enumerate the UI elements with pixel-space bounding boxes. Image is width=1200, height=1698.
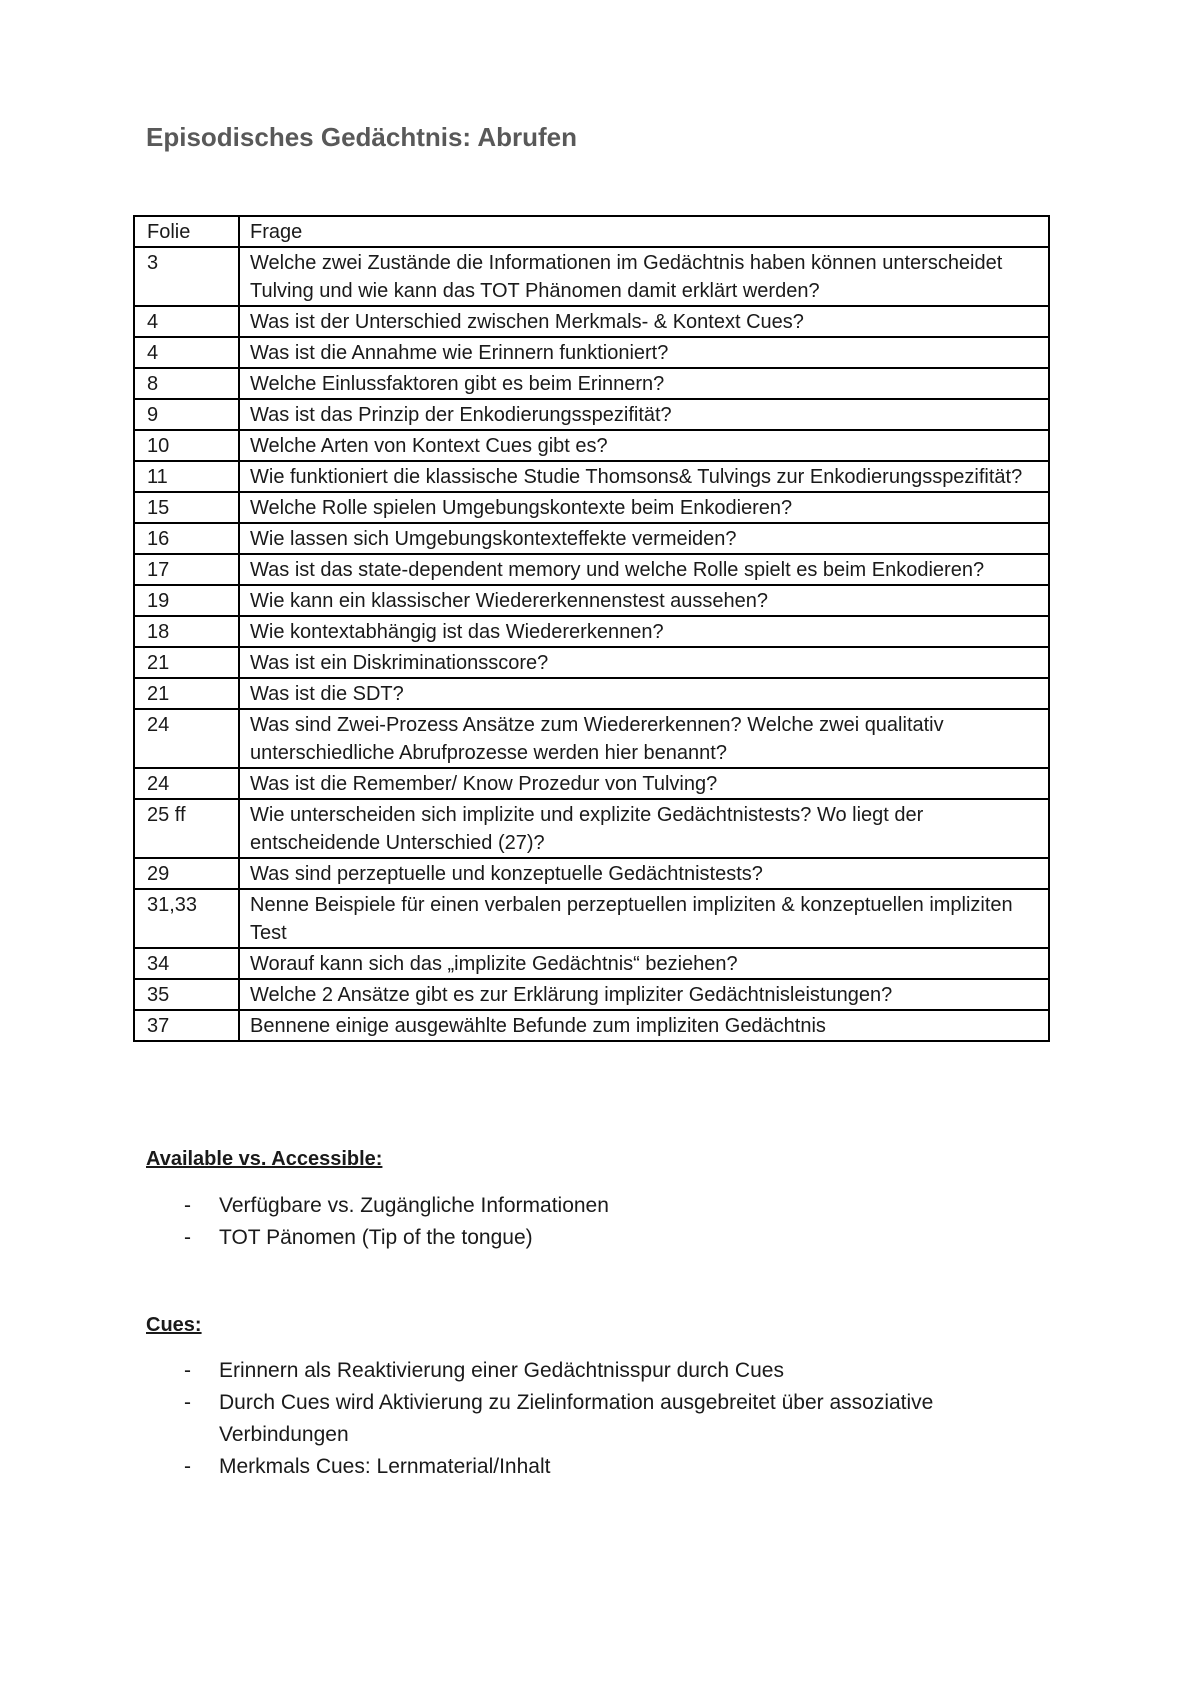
bullet-dash: - bbox=[184, 1194, 191, 1217]
list-item bbox=[146, 1190, 1026, 1222]
list-item-text: Verfügbare vs. Zugängliche Informationen bbox=[219, 1194, 609, 1217]
cell-frage: Was ist die Remember/ Know Prozedur von Tulving? bbox=[239, 768, 1049, 799]
list-item bbox=[146, 1451, 1026, 1483]
header-frage: Frage bbox=[239, 216, 1049, 247]
cell-frage: Welche Arten von Kontext Cues gibt es? bbox=[239, 430, 1049, 461]
cell-frage: Wie kann ein klassischer Wiedererkennenstest aussehen? bbox=[239, 585, 1049, 616]
table-row bbox=[134, 768, 1049, 799]
cell-folie: 16 bbox=[134, 523, 239, 554]
list-item bbox=[146, 1355, 1026, 1387]
available-list bbox=[146, 1190, 1026, 1254]
table-row bbox=[134, 554, 1049, 585]
list-item bbox=[146, 1222, 1026, 1254]
cell-frage: Was ist ein Diskriminationsscore? bbox=[239, 647, 1049, 678]
cell-folie: 21 bbox=[134, 647, 239, 678]
cell-folie: 9 bbox=[134, 399, 239, 430]
cell-frage: Was ist der Unterschied zwischen Merkmals- & Kontext Cues? bbox=[239, 306, 1049, 337]
cell-frage: Was ist die SDT? bbox=[239, 678, 1049, 709]
question-table bbox=[133, 215, 1050, 1042]
bullet-dash: - bbox=[184, 1391, 191, 1414]
cell-frage: Was sind Zwei-Prozess Ansätze zum Wiedererkennen? Welche zwei qualitativ unterschiedliche Abrufprozesse werden hier benannt? bbox=[239, 709, 1049, 768]
table-row bbox=[134, 399, 1049, 430]
table-row bbox=[134, 492, 1049, 523]
cell-folie: 10 bbox=[134, 430, 239, 461]
cell-folie: 34 bbox=[134, 948, 239, 979]
list-item-text: Erinnern als Reaktivierung einer Gedächtnisspur durch Cues bbox=[219, 1359, 784, 1382]
cell-folie: 31,33 bbox=[134, 889, 239, 948]
cues-list bbox=[146, 1355, 1026, 1483]
cell-folie: 21 bbox=[134, 678, 239, 709]
cell-folie: 24 bbox=[134, 709, 239, 768]
cell-frage: Wie kontextabhängig ist das Wiedererkennen? bbox=[239, 616, 1049, 647]
cell-folie: 15 bbox=[134, 492, 239, 523]
page-title: Episodisches Gedächtnis: Abrufen bbox=[146, 122, 578, 152]
cell-frage: Was ist das state-dependent memory und welche Rolle spielt es beim Enkodieren? bbox=[239, 554, 1049, 585]
table-row bbox=[134, 306, 1049, 337]
cell-folie: 8 bbox=[134, 368, 239, 399]
cell-folie: 35 bbox=[134, 979, 239, 1010]
table-row bbox=[134, 799, 1049, 858]
header-folie: Folie bbox=[134, 216, 239, 247]
bullet-dash: - bbox=[184, 1359, 191, 1382]
cell-frage: Was sind perzeptuelle und konzeptuelle Gedächtnistests? bbox=[239, 858, 1049, 889]
table-row bbox=[134, 889, 1049, 948]
table-row bbox=[134, 647, 1049, 678]
table-row bbox=[134, 709, 1049, 768]
table-row bbox=[134, 979, 1049, 1010]
cell-frage: Welche Einlussfaktoren gibt es beim Erinnern? bbox=[239, 368, 1049, 399]
cell-folie: 18 bbox=[134, 616, 239, 647]
table-row bbox=[134, 337, 1049, 368]
cell-folie: 3 bbox=[134, 247, 239, 306]
cell-frage: Nenne Beispiele für einen verbalen perzeptuellen impliziten & konzeptuellen impliziten Test bbox=[239, 889, 1049, 948]
cell-folie: 17 bbox=[134, 554, 239, 585]
table-row bbox=[134, 461, 1049, 492]
cell-frage: Welche zwei Zustände die Informationen im Gedächtnis haben können unterscheidet Tulving und wie kann das TOT Phänomen damit erklärt werden? bbox=[239, 247, 1049, 306]
cell-folie: 11 bbox=[134, 461, 239, 492]
cell-folie: 19 bbox=[134, 585, 239, 616]
list-item-text: Durch Cues wird Aktivierung zu Zielinformation ausgebreitet über assoziative Verbindungen bbox=[219, 1391, 934, 1446]
section-heading-cues: Cues: bbox=[146, 1314, 202, 1336]
table-row bbox=[134, 948, 1049, 979]
table-row bbox=[134, 585, 1049, 616]
list-item bbox=[146, 1387, 1026, 1451]
cell-frage: Wie lassen sich Umgebungskontexteffekte vermeiden? bbox=[239, 523, 1049, 554]
bullet-dash: - bbox=[184, 1226, 191, 1249]
table-row bbox=[134, 616, 1049, 647]
table-row bbox=[134, 1010, 1049, 1041]
list-item-text: TOT Pänomen (Tip of the tongue) bbox=[219, 1226, 533, 1249]
bullet-dash: - bbox=[184, 1455, 191, 1478]
cell-frage: Welche Rolle spielen Umgebungskontexte beim Enkodieren? bbox=[239, 492, 1049, 523]
cell-folie: 29 bbox=[134, 858, 239, 889]
table-row bbox=[134, 368, 1049, 399]
list-item-text: Merkmals Cues: Lernmaterial/Inhalt bbox=[219, 1455, 551, 1478]
cell-frage: Was ist die Annahme wie Erinnern funktioniert? bbox=[239, 337, 1049, 368]
cell-folie: 4 bbox=[134, 337, 239, 368]
cell-frage: Worauf kann sich das „implizite Gedächtnis“ beziehen? bbox=[239, 948, 1049, 979]
table-row bbox=[134, 678, 1049, 709]
cell-frage: Was ist das Prinzip der Enkodierungsspezifität? bbox=[239, 399, 1049, 430]
table-row bbox=[134, 247, 1049, 306]
table-header-row bbox=[134, 216, 1049, 247]
cell-folie: 37 bbox=[134, 1010, 239, 1041]
cell-frage: Welche 2 Ansätze gibt es zur Erklärung impliziter Gedächtnisleistungen? bbox=[239, 979, 1049, 1010]
cell-frage: Wie unterscheiden sich implizite und explizite Gedächtnistests? Wo liegt der entscheidende Unterschied (27)? bbox=[239, 799, 1049, 858]
table-row bbox=[134, 430, 1049, 461]
cell-frage: Wie funktioniert die klassische Studie Thomsons& Tulvings zur Enkodierungsspezifität? bbox=[239, 461, 1049, 492]
cell-folie: 25 ff bbox=[134, 799, 239, 858]
table-row bbox=[134, 858, 1049, 889]
cell-frage: Bennene einige ausgewählte Befunde zum impliziten Gedächtnis bbox=[239, 1010, 1049, 1041]
table-row bbox=[134, 523, 1049, 554]
cell-folie: 4 bbox=[134, 306, 239, 337]
cell-folie: 24 bbox=[134, 768, 239, 799]
section-heading-available: Available vs. Accessible: bbox=[146, 1148, 383, 1170]
